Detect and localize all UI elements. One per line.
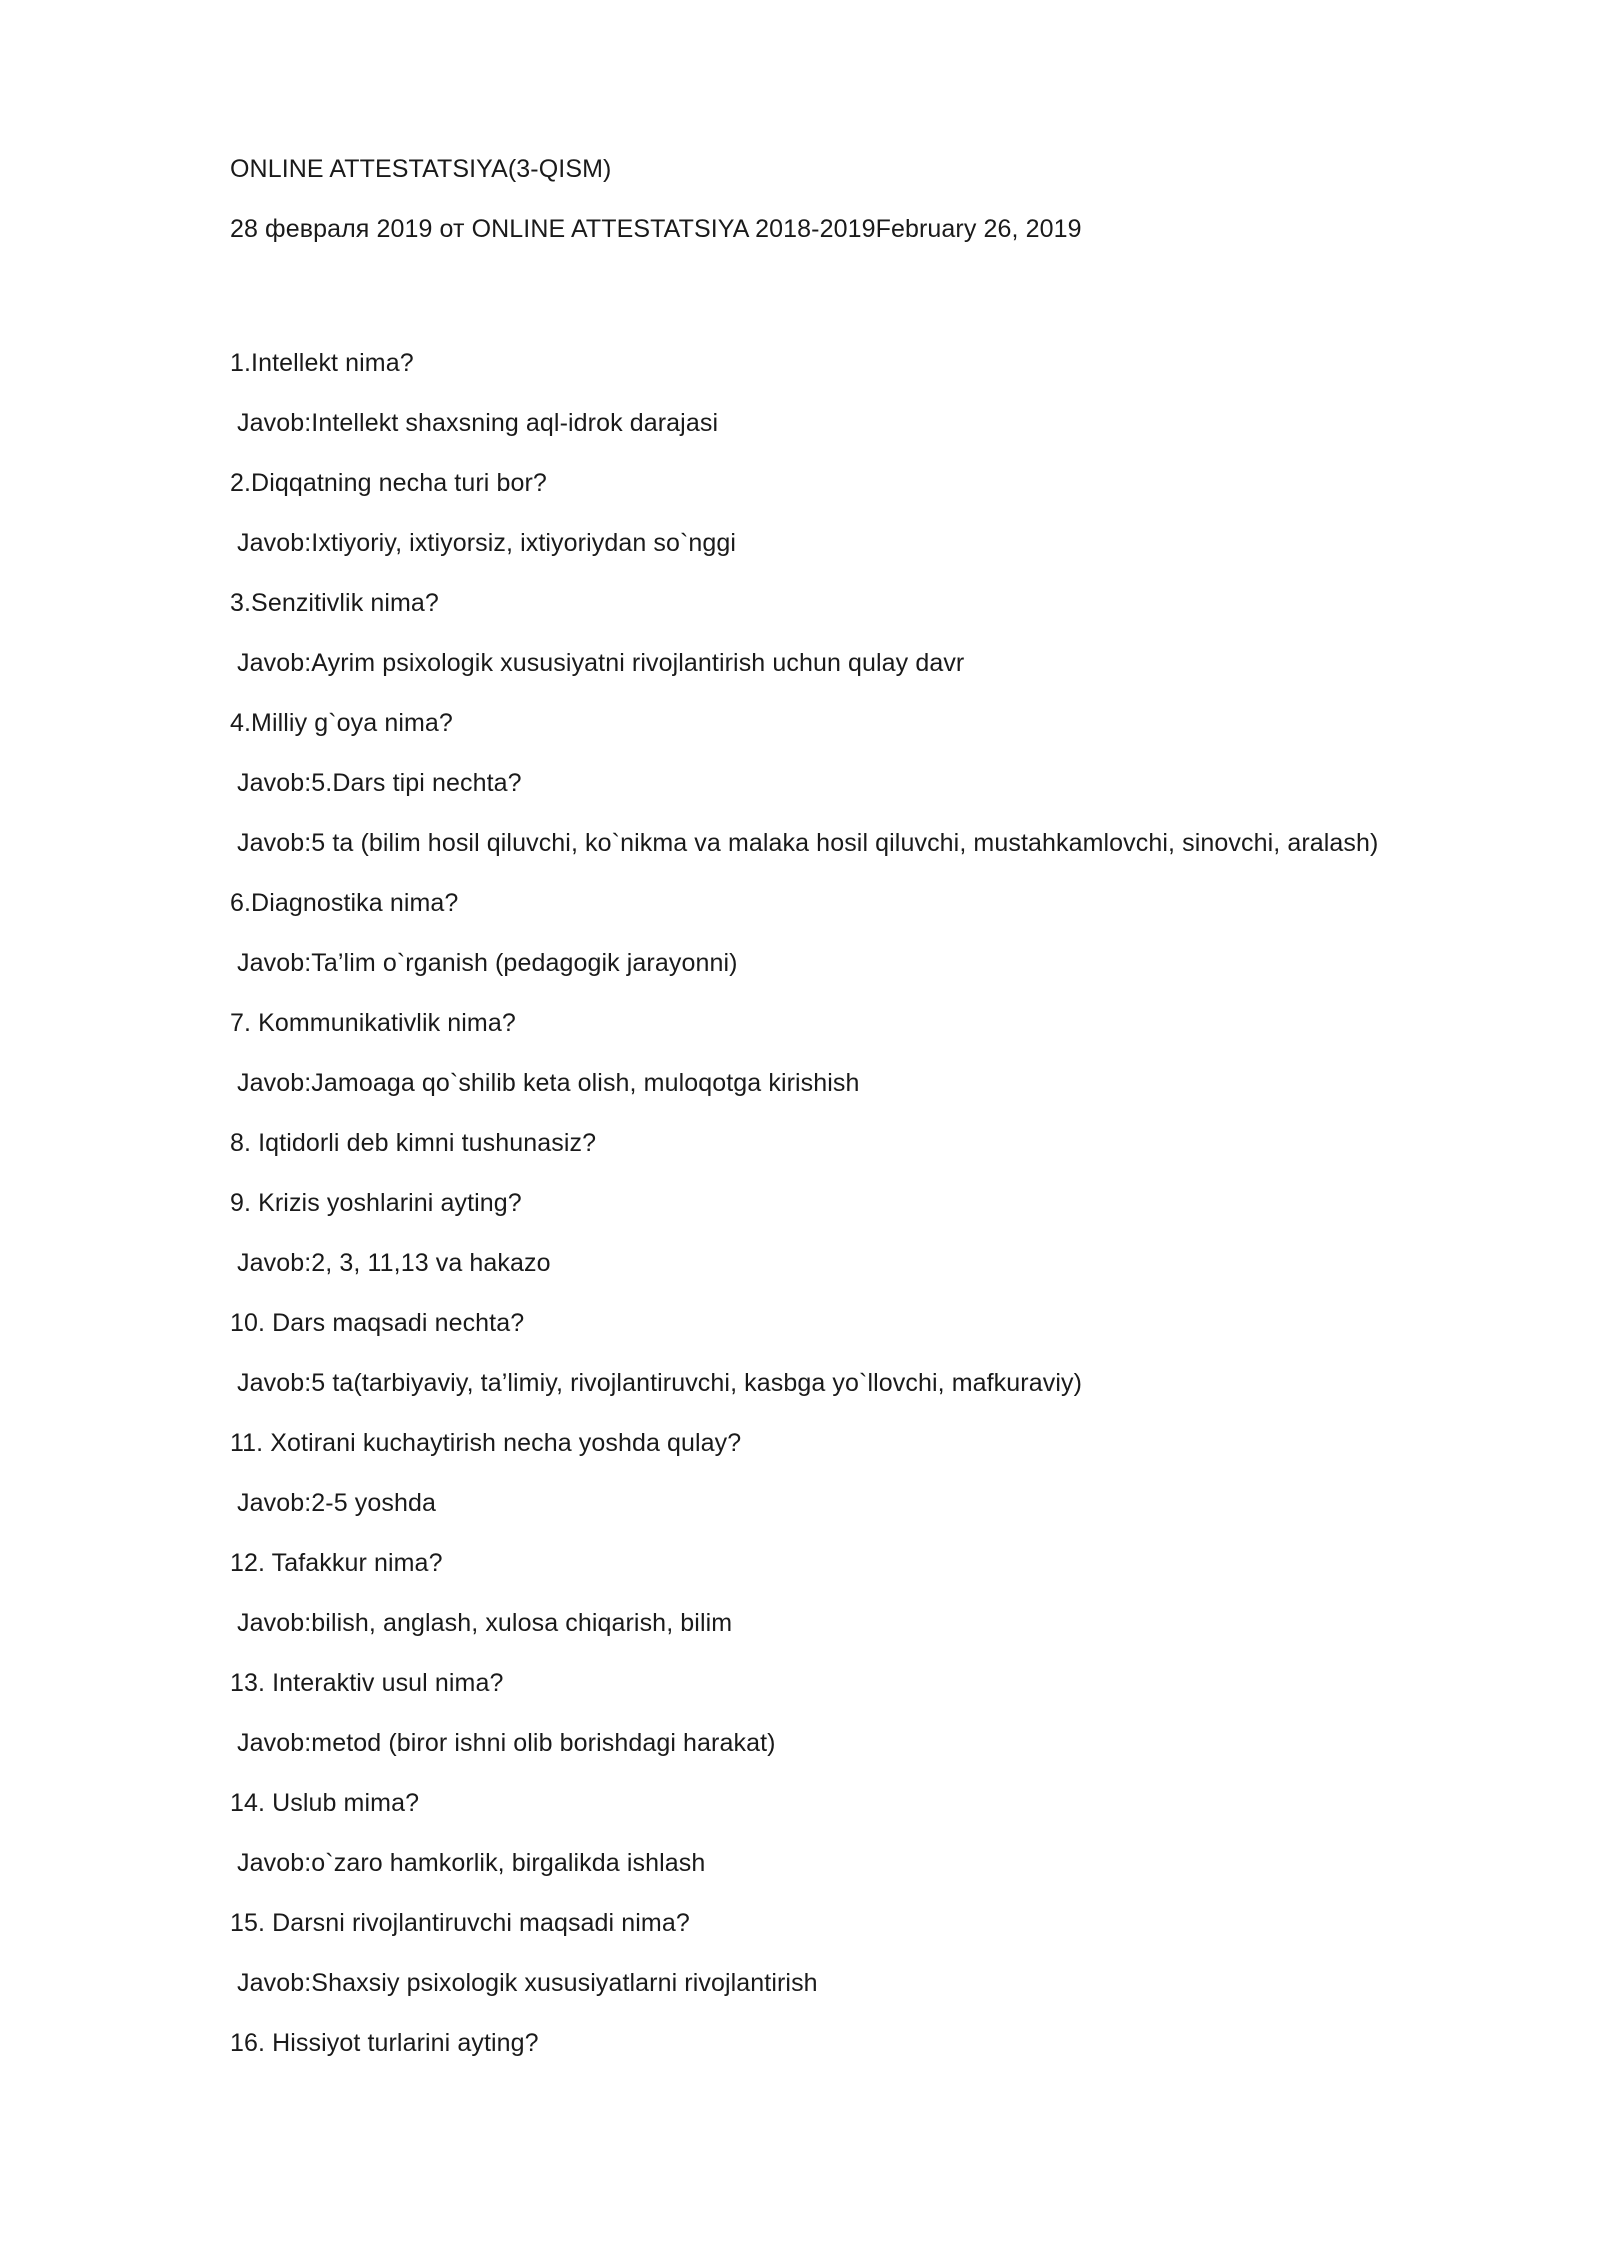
qa-answer-line: Javob:5.Dars tipi nechta? <box>230 769 522 797</box>
qa-answer-line: Javob:o`zaro hamkorlik, birgalikda ishlash <box>230 1849 706 1877</box>
qa-answer-line: Javob:2, 3, 11,13 va hakazo <box>230 1249 551 1277</box>
qa-question-line: 8. Iqtidorli deb kimni tushunasiz? <box>230 1129 597 1157</box>
qa-question-line: 6.Diagnostika nima? <box>230 889 459 917</box>
qa-question-line: 14. Uslub mima? <box>230 1789 420 1817</box>
qa-answer-line: Javob:metod (biror ishni olib borishdagi harakat) <box>230 1729 776 1757</box>
qa-answer-line: Javob:5 ta (bilim hosil qiluvchi, ko`nikma va malaka hosil qiluvchi, mustahkamlovchi, sinovchi, aralash) <box>230 829 1379 857</box>
document-date-line: 28 февраля 2019 от ONLINE ATTESTATSIYA 2018-2019February 26, 2019 <box>230 215 1082 243</box>
qa-question-line: 13. Interaktiv usul nima? <box>230 1669 504 1697</box>
document-title: ONLINE ATTESTATSIYA(3-QISM) <box>230 155 612 183</box>
qa-question-line: 11. Xotirani kuchaytirish necha yoshda qulay? <box>230 1429 742 1457</box>
qa-answer-line: Javob:Ixtiyoriy, ixtiyorsiz, ixtiyoriydan so`nggi <box>230 529 737 557</box>
qa-question-line: 2.Diqqatning necha turi bor? <box>230 469 547 497</box>
qa-question-line: 12. Tafakkur nima? <box>230 1549 443 1577</box>
qa-question-line: 1.Intellekt nima? <box>230 349 414 377</box>
qa-answer-line: Javob:Ayrim psixologik xususiyatni rivojlantirish uchun qulay davr <box>230 649 965 677</box>
document-page <box>230 139 1480 2073</box>
qa-list <box>230 333 1480 2073</box>
qa-question-line: 9. Krizis yoshlarini ayting? <box>230 1189 522 1217</box>
qa-answer-line: Javob:5 ta(tarbiyaviy, ta’limiy, rivojlantiruvchi, kasbga yo`llovchi, mafkuraviy) <box>230 1369 1082 1397</box>
qa-answer-line: Javob:Intellekt shaxsning aql-idrok darajasi <box>230 409 719 437</box>
qa-answer-line: Javob:2-5 yoshda <box>230 1489 436 1517</box>
qa-question-line: 16. Hissiyot turlarini ayting? <box>230 2029 539 2057</box>
qa-question-line: 7. Kommunikativlik nima? <box>230 1009 516 1037</box>
qa-answer-line: Javob:Jamoaga qo`shilib keta olish, muloqotga kirishish <box>230 1069 860 1097</box>
qa-answer-line: Javob:Ta’lim o`rganish (pedagogik jarayonni) <box>230 949 738 977</box>
qa-answer-line: Javob:bilish, anglash, xulosa chiqarish, bilim <box>230 1609 733 1637</box>
qa-question-line: 3.Senzitivlik nima? <box>230 589 439 617</box>
qa-question-line: 4.Milliy g`oya nima? <box>230 709 453 737</box>
qa-question-line: 10. Dars maqsadi nechta? <box>230 1309 525 1337</box>
qa-question-line: 15. Darsni rivojlantiruvchi maqsadi nima? <box>230 1909 690 1937</box>
qa-answer-line: Javob:Shaxsiy psixologik xususiyatlarni rivojlantirish <box>230 1969 818 1997</box>
